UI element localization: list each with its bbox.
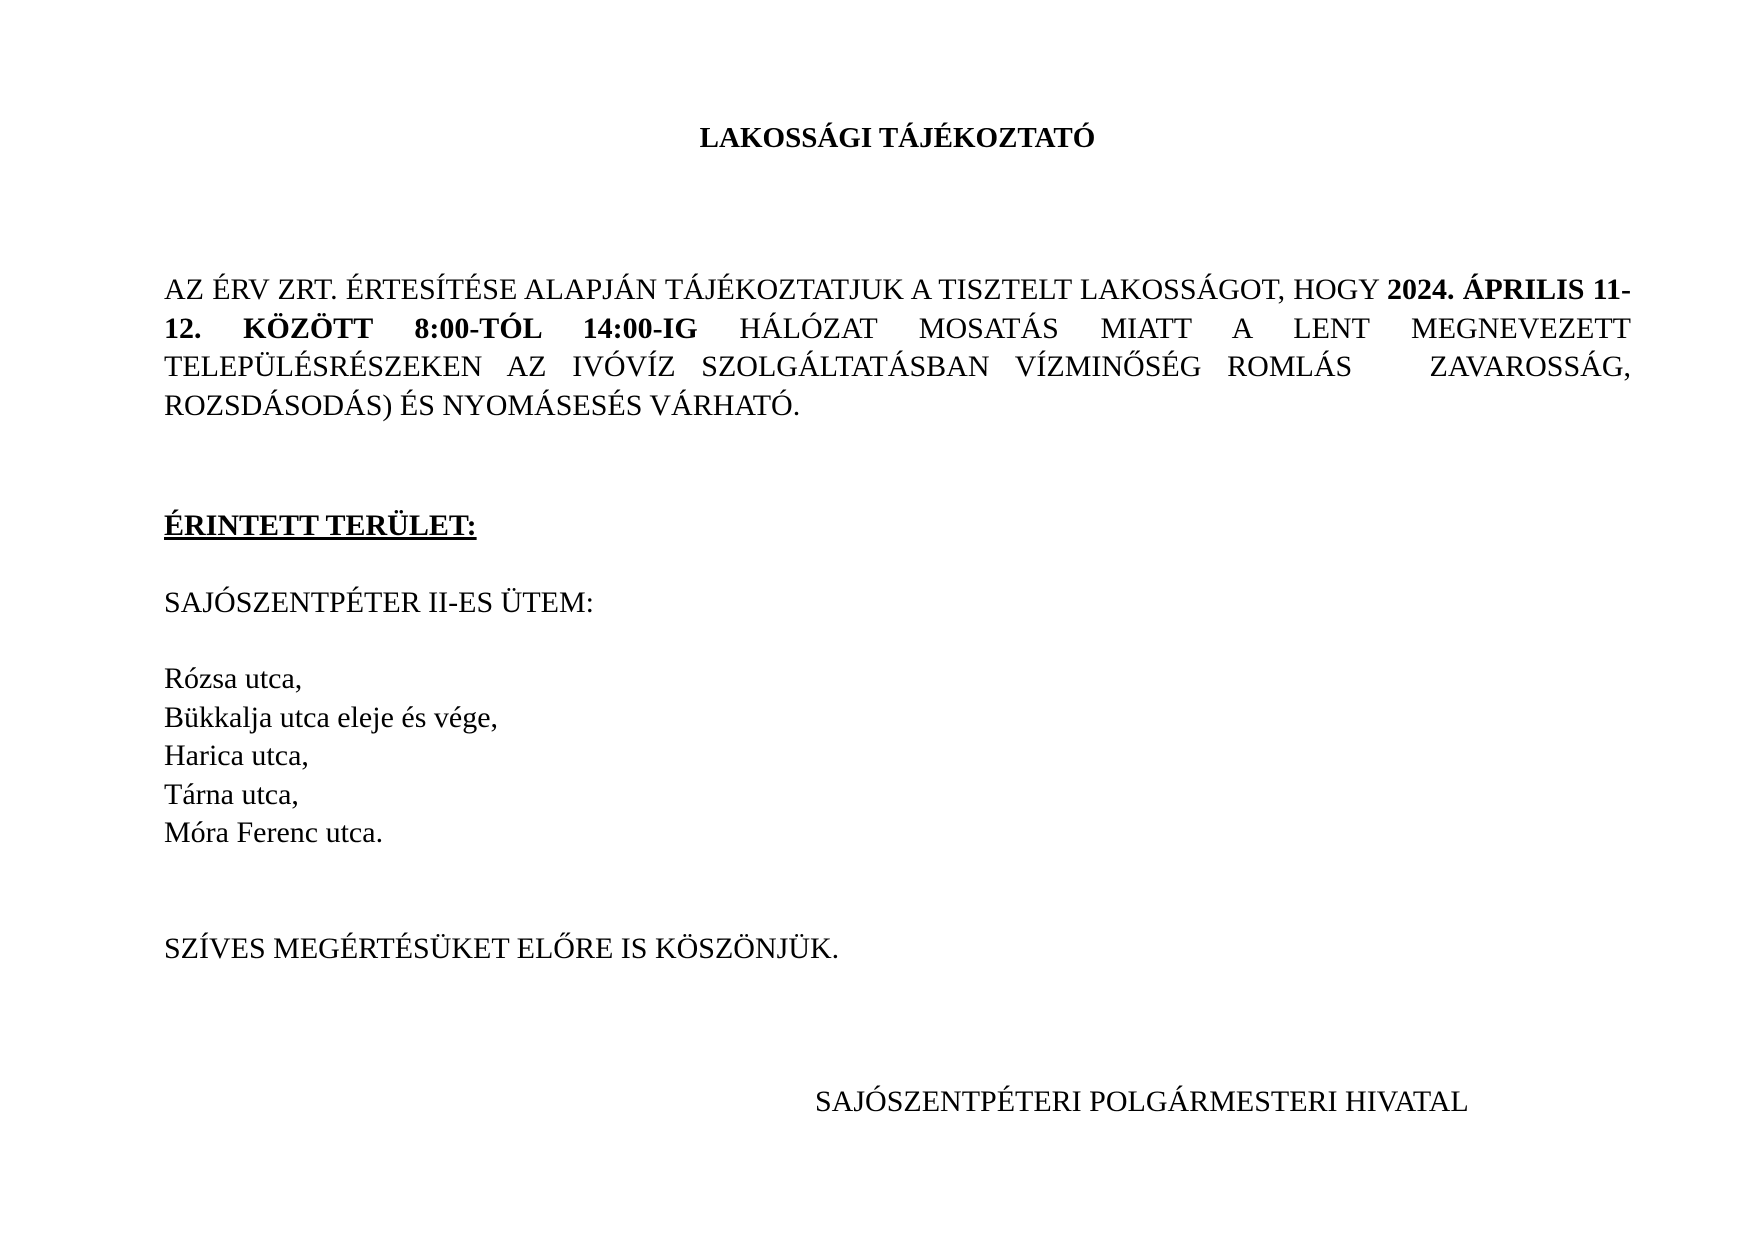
list-item: Tárna utca, bbox=[164, 777, 299, 811]
signature: SAJÓSZENTPÉTERI POLGÁRMESTERI HIVATAL bbox=[815, 1085, 1469, 1118]
affected-area-heading: ÉRINTETT TERÜLET: bbox=[164, 509, 477, 542]
list-item: Rózsa utca, bbox=[164, 662, 303, 695]
list-item: Bükkalja utca eleje és vége, bbox=[164, 700, 499, 734]
list-item: Móra Ferenc utca. bbox=[164, 816, 384, 849]
intro-text-start: AZ ÉRV ZRT. ÉRTESÍTÉSE ALAPJÁN TÁJÉKOZTATJUK A TISZTELT LAKOSSÁGOT, HOGY bbox=[164, 273, 1388, 306]
closing-text: SZÍVES MEGÉRTÉSÜKET ELŐRE IS KÖSZÖNJÜK. bbox=[164, 932, 840, 965]
intro-paragraph bbox=[164, 271, 1639, 425]
intro-date-range: 2024. ÁPRILIS 11-12. KÖZÖTT 8:00-TÓL 14:00-IG bbox=[164, 273, 1631, 345]
street-list bbox=[164, 660, 498, 853]
intro-text-end: HÁLÓZAT MOSATÁS MIATT A LENT MEGNEVEZETT TELEPÜLÉSRÉSZEKEN AZ IVÓVÍZ SZOLGÁLTATÁSBAN VÍZMINŐSÉG ROMLÁS ZAVAROSSÁG, ROZSDÁSODÁS) ÉS NYOMÁSESÉS VÁRHATÓ. bbox=[164, 311, 1639, 422]
list-item: Harica utca, bbox=[164, 739, 309, 772]
page-title: LAKOSSÁGI TÁJÉKOZTATÓ bbox=[699, 122, 1096, 154]
affected-area-subheading: SAJÓSZENTPÉTER II-ES ÜTEM: bbox=[164, 586, 594, 619]
